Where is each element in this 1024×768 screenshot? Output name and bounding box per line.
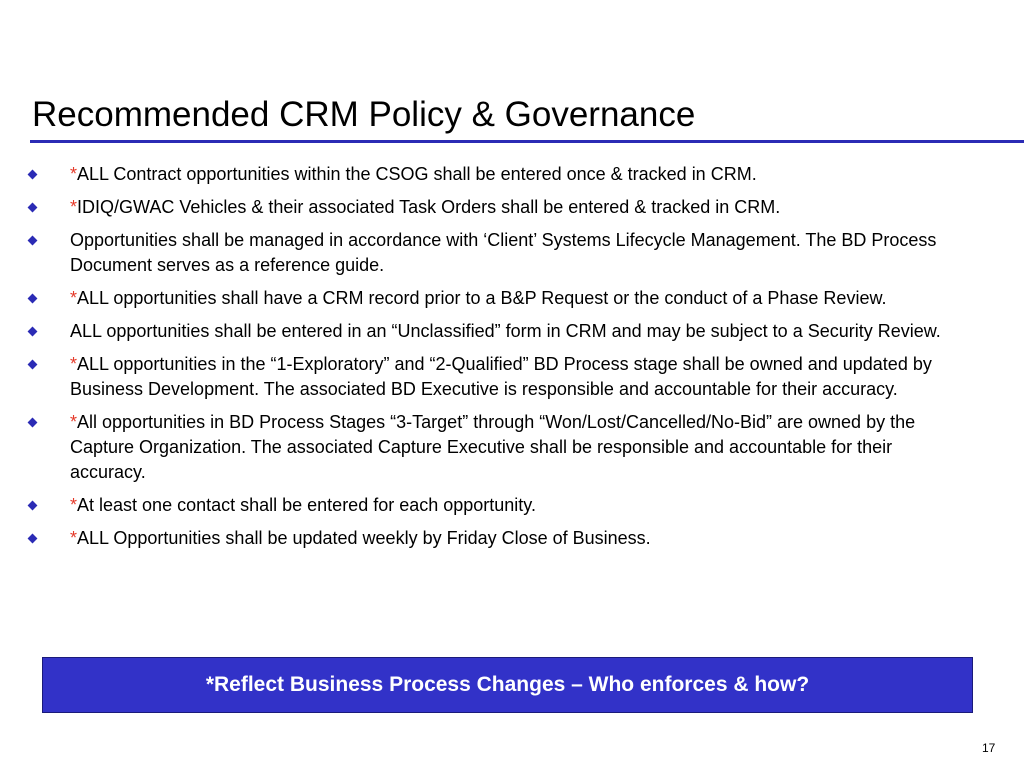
bullet-text: ALL opportunities shall be entered in an “Unclassified” form in CRM and may be subject to a Security Review. <box>70 321 941 341</box>
bullet-item <box>28 526 978 551</box>
bullet-text: *ALL opportunities shall have a CRM record prior to a B&P Request or the conduct of a Phase Review. <box>70 288 887 308</box>
callout-box: *Reflect Business Process Changes – Who enforces & how? <box>42 657 973 713</box>
diamond-bullet-icon <box>28 534 38 544</box>
bullet-item <box>28 228 978 278</box>
bullet-text: *At least one contact shall be entered for each opportunity. <box>70 495 536 515</box>
diamond-bullet-icon <box>28 236 38 246</box>
asterisk-marker: * <box>70 164 78 184</box>
bullet-text: Opportunities shall be managed in accordance with ‘Client’ Systems Lifecycle Management. The BD Process Document serves as a reference guide. <box>70 230 937 275</box>
asterisk-marker: * <box>70 197 78 217</box>
bullet-item <box>28 195 978 220</box>
diamond-bullet-icon <box>28 203 38 213</box>
bullet-item <box>28 352 978 402</box>
diamond-bullet-icon <box>28 501 38 511</box>
bullet-text: *ALL Opportunities shall be updated weekly by Friday Close of Business. <box>70 528 651 548</box>
diamond-bullet-icon <box>28 418 38 428</box>
diamond-bullet-icon <box>28 360 38 370</box>
bullet-item <box>28 410 978 485</box>
bullet-text: *IDIQ/GWAC Vehicles & their associated Task Orders shall be entered & tracked in CRM. <box>70 197 781 217</box>
diamond-bullet-icon <box>28 327 38 337</box>
bullet-text: *All opportunities in BD Process Stages “3-Target” through “Won/Lost/Cancelled/No-Bid” are owned by the Capture Organization. The associated Capture Executive shall be responsible and accountable for their accuracy. <box>70 412 916 482</box>
asterisk-marker: * <box>70 354 78 374</box>
bullet-item <box>28 162 978 187</box>
asterisk-marker: * <box>70 288 78 308</box>
bullet-list <box>28 162 978 559</box>
slide-title: Recommended CRM Policy & Governance <box>32 95 696 134</box>
page-number: 17 <box>982 741 996 755</box>
asterisk-marker: * <box>70 412 78 432</box>
asterisk-marker: * <box>70 495 78 515</box>
asterisk-marker: * <box>70 528 78 548</box>
diamond-bullet-icon <box>28 170 38 180</box>
bullet-text: *ALL Contract opportunities within the CSOG shall be entered once & tracked in CRM. <box>70 164 757 184</box>
bullet-item <box>28 286 978 311</box>
diamond-bullet-icon <box>28 294 38 304</box>
bullet-text: *ALL opportunities in the “1-Exploratory” and “2-Qualified” BD Process stage shall be owned and updated by Business Development. The associated BD Executive is responsible and accountable for their accuracy. <box>70 354 932 399</box>
title-rule <box>30 140 1024 143</box>
bullet-item <box>28 319 978 344</box>
bullet-item <box>28 493 978 518</box>
